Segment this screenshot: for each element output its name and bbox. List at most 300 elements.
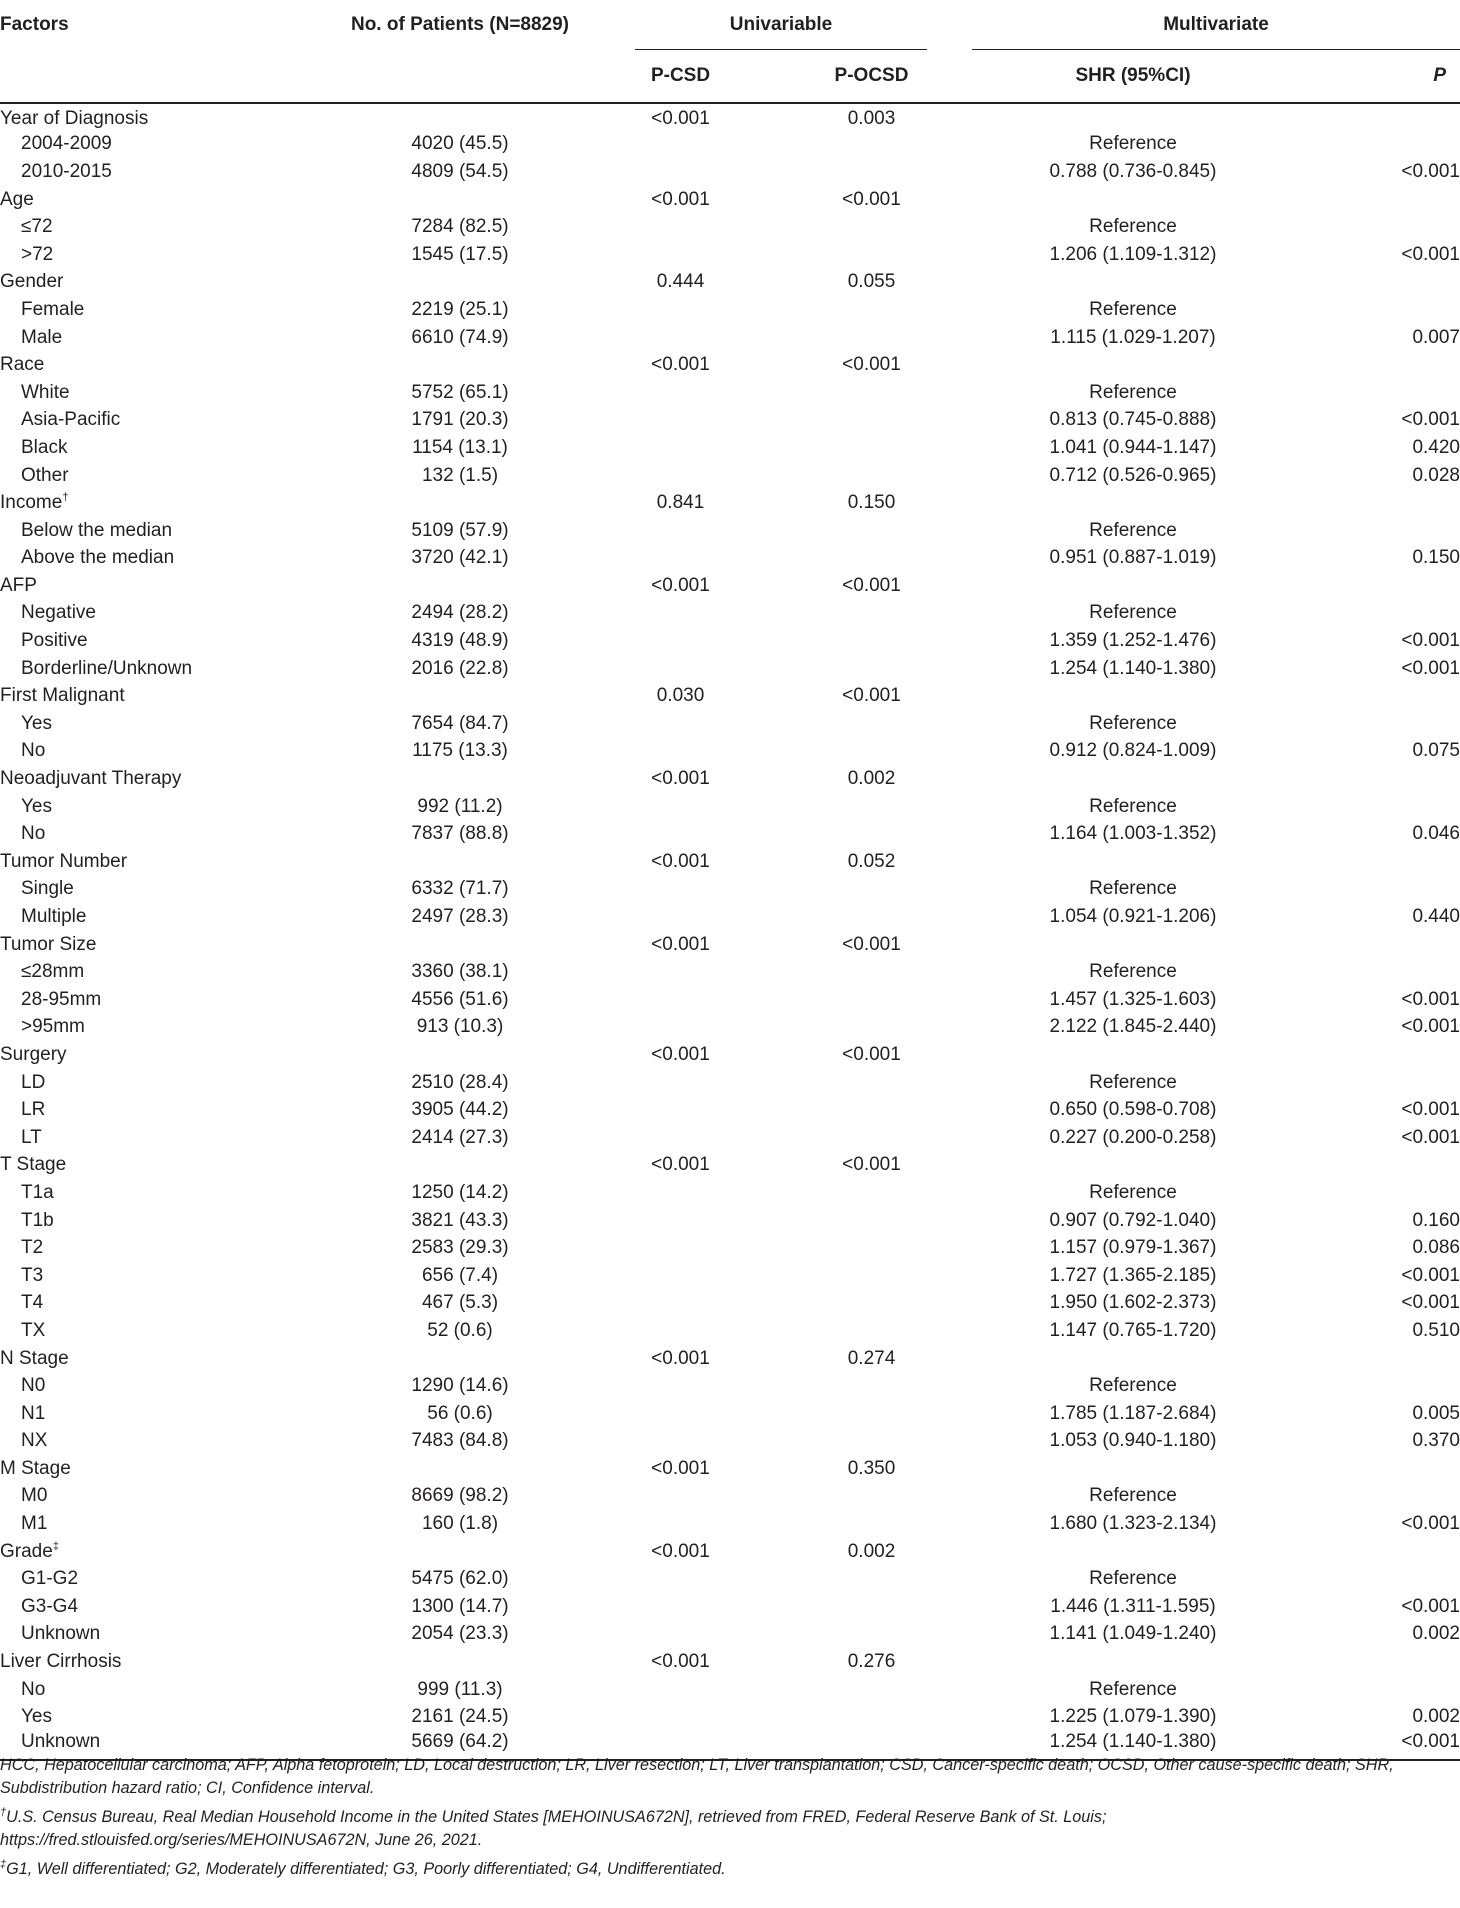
patients-cell-text: 5109 (57.9) — [411, 519, 509, 541]
p-csd-cell — [590, 269, 771, 297]
header-multivariate-label: Multivariate — [972, 0, 1460, 50]
p-csd-cell — [590, 1593, 771, 1621]
p-value-cell — [1294, 1207, 1460, 1235]
p-value-cell-text: <0.001 — [1401, 1513, 1460, 1535]
shr-cell-text: Reference — [1089, 961, 1177, 983]
shr-cell-text: 1.054 (0.921-1.206) — [1049, 906, 1217, 928]
factor-cell — [0, 103, 330, 131]
p-ocsd-cell-text: 0.274 — [847, 1347, 896, 1369]
factor-cell-text: N Stage — [0, 1347, 69, 1369]
p-ocsd-cell — [771, 1041, 972, 1069]
patients-cell — [330, 1703, 590, 1731]
patients-cell-text: 5752 (65.1) — [411, 381, 509, 403]
patients-cell — [330, 1593, 590, 1621]
p-ocsd-cell-text: 0.055 — [847, 271, 896, 293]
patients-cell-text: 5475 (62.0) — [411, 1568, 509, 1590]
p-ocsd-cell — [771, 655, 972, 683]
p-ocsd-cell — [771, 269, 972, 297]
factor-cell-text: T4 — [21, 1292, 44, 1314]
table-row — [0, 1703, 1460, 1731]
patients-cell-text: 1250 (14.2) — [411, 1181, 509, 1203]
table-row — [0, 1565, 1460, 1593]
p-value-cell — [1294, 931, 1460, 959]
factor-cell-text: Unknown — [21, 1623, 101, 1645]
p-ocsd-cell — [771, 296, 972, 324]
patients-cell — [330, 848, 590, 876]
patients-cell — [330, 296, 590, 324]
category-row — [0, 1345, 1460, 1373]
p-ocsd-cell — [771, 1510, 972, 1538]
shr-cell — [972, 1483, 1294, 1511]
p-csd-cell — [590, 876, 771, 904]
p-value-cell — [1294, 269, 1460, 297]
p-csd-cell-text: <0.001 — [651, 1457, 710, 1479]
patients-cell-text: 8669 (98.2) — [411, 1485, 509, 1507]
p-value-cell — [1294, 848, 1460, 876]
p-value-cell-text: 0.420 — [1412, 436, 1460, 458]
shr-cell — [972, 213, 1294, 241]
patients-cell-text: 2219 (25.1) — [411, 298, 509, 320]
shr-cell-text: Reference — [1089, 381, 1177, 403]
p-csd-cell — [590, 1428, 771, 1456]
patients-cell-text: 4556 (51.6) — [411, 988, 509, 1010]
patients-cell — [330, 131, 590, 159]
table-row — [0, 1676, 1460, 1704]
shr-cell — [972, 296, 1294, 324]
factor-cell — [0, 1069, 330, 1097]
patients-cell — [330, 241, 590, 269]
shr-cell-text: 1.727 (1.365-2.185) — [1049, 1264, 1217, 1286]
patients-cell — [330, 1648, 590, 1676]
shr-cell — [972, 517, 1294, 545]
patients-cell — [330, 213, 590, 241]
p-ocsd-cell — [771, 820, 972, 848]
shr-cell — [972, 1648, 1294, 1676]
shr-cell — [972, 765, 1294, 793]
factor-cell — [0, 1538, 330, 1566]
patients-cell — [330, 1041, 590, 1069]
p-value-cell — [1294, 1400, 1460, 1428]
shr-cell-text: Reference — [1089, 1568, 1177, 1590]
patients-cell — [330, 793, 590, 821]
p-ocsd-cell-text: 0.002 — [847, 1540, 896, 1562]
p-value-cell-text: <0.001 — [1401, 988, 1460, 1010]
factor-cell-text: Tumor Number — [0, 850, 128, 872]
factor-cell — [0, 1703, 330, 1731]
patients-cell — [330, 1152, 590, 1180]
p-csd-cell-text: 0.030 — [656, 685, 705, 707]
table-header — [0, 0, 1460, 103]
shr-cell — [972, 1179, 1294, 1207]
p-value-cell-text: <0.001 — [1401, 1099, 1460, 1121]
p-value-cell — [1294, 600, 1460, 628]
p-csd-cell — [590, 820, 771, 848]
shr-cell-text: 1.053 (0.940-1.180) — [1049, 1430, 1217, 1452]
factor-cell-text: LD — [21, 1071, 46, 1093]
p-ocsd-cell — [771, 1372, 972, 1400]
factor-cell — [0, 1593, 330, 1621]
factor-cell — [0, 1648, 330, 1676]
shr-cell-text: 1.680 (1.323-2.134) — [1049, 1513, 1217, 1535]
p-value-cell — [1294, 793, 1460, 821]
shr-cell-text: 1.157 (0.979-1.367) — [1049, 1237, 1217, 1259]
factor-cell-text: ≤72 — [21, 216, 53, 238]
patients-cell-text: 1154 (13.1) — [412, 436, 508, 458]
p-ocsd-cell — [771, 1538, 972, 1566]
patients-cell — [330, 186, 590, 214]
factor-cell — [0, 1483, 330, 1511]
shr-cell-text: 0.951 (0.887-1.019) — [1049, 547, 1217, 569]
factor-cell — [0, 462, 330, 490]
factor-cell-text: N1 — [21, 1402, 46, 1424]
factor-cell-text: First Malignant — [0, 685, 125, 707]
shr-cell — [972, 627, 1294, 655]
factor-cell — [0, 517, 330, 545]
p-ocsd-cell — [771, 958, 972, 986]
shr-cell — [972, 1096, 1294, 1124]
p-value-cell — [1294, 903, 1460, 931]
p-ocsd-cell — [771, 1290, 972, 1318]
patients-cell — [330, 1069, 590, 1097]
factor-cell-text: 2010-2015 — [21, 160, 112, 182]
p-ocsd-cell — [771, 793, 972, 821]
table-row — [0, 903, 1460, 931]
patients-cell-text: 56 (0.6) — [427, 1402, 493, 1424]
factor-cell-text: Gender — [0, 271, 64, 293]
shr-cell — [972, 710, 1294, 738]
shr-cell — [972, 1234, 1294, 1262]
patients-cell — [330, 351, 590, 379]
factor-cell — [0, 241, 330, 269]
factor-cell — [0, 1207, 330, 1235]
patients-cell-text: 2494 (28.2) — [411, 602, 509, 624]
factor-cell-text: NX — [21, 1430, 48, 1452]
patients-cell-text: 4809 (54.5) — [411, 160, 509, 182]
p-value-cell-text: <0.001 — [1401, 1731, 1460, 1753]
shr-cell — [972, 903, 1294, 931]
table-row — [0, 517, 1460, 545]
shr-cell-text: 0.813 (0.745-0.888) — [1049, 409, 1217, 431]
p-csd-cell — [590, 572, 771, 600]
patients-cell — [330, 1400, 590, 1428]
header-p: P — [1294, 50, 1460, 103]
patients-cell — [330, 1372, 590, 1400]
category-row — [0, 269, 1460, 297]
p-csd-cell — [590, 600, 771, 628]
category-row — [0, 765, 1460, 793]
factor-cell-text: AFP — [0, 574, 37, 596]
header-factors: Factors — [0, 14, 69, 35]
p-csd-cell — [590, 1124, 771, 1152]
patients-cell — [330, 710, 590, 738]
p-csd-cell — [590, 1152, 771, 1180]
factor-cell — [0, 1179, 330, 1207]
shr-cell — [972, 1290, 1294, 1318]
table-row — [0, 1428, 1460, 1456]
p-value-cell — [1294, 1676, 1460, 1704]
footnote-marker: ‡ — [52, 1540, 59, 1553]
shr-cell — [972, 1538, 1294, 1566]
patients-cell — [330, 1207, 590, 1235]
p-csd-cell — [590, 986, 771, 1014]
category-row — [0, 848, 1460, 876]
p-csd-cell — [590, 710, 771, 738]
patients-cell — [330, 1565, 590, 1593]
p-value-cell — [1294, 213, 1460, 241]
table-row — [0, 738, 1460, 766]
shr-cell-text: 1.457 (1.325-1.603) — [1049, 988, 1217, 1010]
patients-cell — [330, 158, 590, 186]
factor-cell — [0, 793, 330, 821]
p-ocsd-cell — [771, 1676, 972, 1704]
patients-cell — [330, 324, 590, 352]
factor-cell — [0, 903, 330, 931]
p-ocsd-cell — [771, 434, 972, 462]
p-value-cell — [1294, 158, 1460, 186]
shr-cell — [972, 572, 1294, 600]
factor-cell — [0, 1096, 330, 1124]
p-value-cell — [1294, 489, 1460, 517]
p-csd-cell — [590, 545, 771, 573]
table-row — [0, 1234, 1460, 1262]
factor-cell — [0, 710, 330, 738]
p-ocsd-cell — [771, 1069, 972, 1097]
table-row — [0, 296, 1460, 324]
patients-cell — [330, 958, 590, 986]
p-value-cell-text: 0.370 — [1412, 1430, 1460, 1452]
factor-cell-text: Grade — [0, 1540, 53, 1562]
p-value-cell — [1294, 1648, 1460, 1676]
shr-cell — [972, 1124, 1294, 1152]
p-value-cell — [1294, 1703, 1460, 1731]
p-value-cell — [1294, 1593, 1460, 1621]
factor-cell — [0, 213, 330, 241]
p-ocsd-cell — [771, 710, 972, 738]
table-row — [0, 379, 1460, 407]
p-csd-cell — [590, 1372, 771, 1400]
shr-cell — [972, 407, 1294, 435]
factor-cell-text: T3 — [21, 1264, 44, 1286]
patients-cell-text: 2016 (22.8) — [411, 657, 509, 679]
p-value-cell — [1294, 958, 1460, 986]
p-csd-cell-text: <0.001 — [651, 1540, 710, 1562]
factor-cell — [0, 1455, 330, 1483]
p-csd-cell — [590, 1538, 771, 1566]
shr-cell — [972, 324, 1294, 352]
patients-cell-text: 7654 (84.7) — [411, 712, 509, 734]
p-ocsd-cell — [771, 572, 972, 600]
p-csd-cell — [590, 682, 771, 710]
p-csd-cell — [590, 793, 771, 821]
p-ocsd-cell — [771, 1152, 972, 1180]
p-csd-cell — [590, 131, 771, 159]
p-value-cell — [1294, 1455, 1460, 1483]
factor-cell-text: Neoadjuvant Therapy — [0, 768, 182, 790]
factor-cell — [0, 379, 330, 407]
p-ocsd-cell — [771, 462, 972, 490]
table-row — [0, 1096, 1460, 1124]
patients-cell — [330, 1179, 590, 1207]
p-value-cell — [1294, 1014, 1460, 1042]
table-row — [0, 1207, 1460, 1235]
factor-cell — [0, 600, 330, 628]
p-csd-cell — [590, 1290, 771, 1318]
patients-cell — [330, 1317, 590, 1345]
shr-cell — [972, 241, 1294, 269]
shr-cell-text: 1.359 (1.252-1.476) — [1049, 630, 1217, 652]
p-value-cell — [1294, 738, 1460, 766]
p-csd-cell — [590, 158, 771, 186]
factor-cell-text: 2004-2009 — [21, 133, 112, 155]
p-csd-cell-text: <0.001 — [651, 354, 710, 376]
footnote-marker: † — [62, 491, 69, 504]
factor-cell — [0, 1510, 330, 1538]
shr-cell-text: 0.712 (0.526-0.965) — [1049, 464, 1217, 486]
factor-cell-text: No — [21, 823, 46, 845]
p-ocsd-cell — [771, 351, 972, 379]
p-csd-cell — [590, 655, 771, 683]
factor-cell-text: 28-95mm — [21, 988, 102, 1010]
p-ocsd-cell — [771, 1565, 972, 1593]
shr-cell-text: 1.164 (1.003-1.352) — [1049, 823, 1217, 845]
p-value-cell — [1294, 407, 1460, 435]
p-value-cell — [1294, 682, 1460, 710]
p-ocsd-cell-text: <0.001 — [842, 933, 901, 955]
table-row — [0, 1262, 1460, 1290]
shr-cell-text: 1.225 (1.079-1.390) — [1049, 1706, 1217, 1728]
factor-cell-text: Other — [21, 464, 69, 486]
patients-cell — [330, 765, 590, 793]
factor-cell-text: T1a — [21, 1181, 54, 1203]
patients-cell-text: 7837 (88.8) — [411, 823, 509, 845]
header-multivariate — [972, 0, 1460, 50]
patients-cell — [330, 269, 590, 297]
p-value-cell-text: 0.075 — [1412, 740, 1460, 762]
patients-cell-text: 132 (1.5) — [421, 464, 499, 486]
p-ocsd-cell — [771, 1096, 972, 1124]
factor-cell — [0, 1345, 330, 1373]
patients-cell — [330, 1290, 590, 1318]
factor-cell — [0, 1262, 330, 1290]
shr-cell — [972, 793, 1294, 821]
patients-cell-text: 4020 (45.5) — [411, 133, 509, 155]
p-value-cell — [1294, 627, 1460, 655]
p-value-cell-text: <0.001 — [1401, 1595, 1460, 1617]
p-value-cell — [1294, 1152, 1460, 1180]
shr-cell — [972, 131, 1294, 159]
category-row — [0, 931, 1460, 959]
header-univariable — [590, 0, 972, 50]
p-csd-cell — [590, 1703, 771, 1731]
patients-cell-text: 467 (5.3) — [421, 1292, 499, 1314]
p-csd-cell — [590, 434, 771, 462]
shr-cell — [972, 931, 1294, 959]
patients-cell-text: 1290 (14.6) — [411, 1375, 509, 1397]
factor-cell — [0, 931, 330, 959]
table-row — [0, 434, 1460, 462]
factor-cell — [0, 1372, 330, 1400]
table-row — [0, 876, 1460, 904]
factor-cell-text: Yes — [21, 795, 52, 817]
shr-cell-text: Reference — [1089, 1375, 1177, 1397]
table-row — [0, 1124, 1460, 1152]
category-row — [0, 572, 1460, 600]
category-row — [0, 682, 1460, 710]
shr-cell — [972, 986, 1294, 1014]
shr-cell-text: Reference — [1089, 519, 1177, 541]
p-csd-cell — [590, 1041, 771, 1069]
header-p-csd: P-CSD — [590, 50, 771, 103]
p-ocsd-cell-text: <0.001 — [842, 1154, 901, 1176]
category-row — [0, 489, 1460, 517]
header-blank-1 — [0, 50, 330, 103]
shr-cell-text: Reference — [1089, 133, 1177, 155]
p-ocsd-cell — [771, 489, 972, 517]
p-csd-cell — [590, 407, 771, 435]
p-value-cell-text: 0.086 — [1412, 1237, 1460, 1259]
shr-cell — [972, 1676, 1294, 1704]
p-csd-cell — [590, 462, 771, 490]
factor-cell — [0, 655, 330, 683]
patients-cell-text: 4319 (48.9) — [411, 630, 509, 652]
p-csd-cell — [590, 213, 771, 241]
factor-cell — [0, 351, 330, 379]
shr-cell — [972, 1510, 1294, 1538]
category-row — [0, 1648, 1460, 1676]
p-csd-cell — [590, 1565, 771, 1593]
patients-cell-text: 2583 (29.3) — [411, 1237, 509, 1259]
p-value-cell-text: 0.007 — [1412, 326, 1460, 348]
category-row — [0, 1455, 1460, 1483]
shr-cell — [972, 489, 1294, 517]
shr-cell-text: 0.227 (0.200-0.258) — [1049, 1126, 1217, 1148]
factor-cell — [0, 682, 330, 710]
factor-cell — [0, 434, 330, 462]
factor-cell-text: Multiple — [21, 906, 87, 928]
patients-cell — [330, 820, 590, 848]
factor-cell-text: Liver Cirrhosis — [0, 1651, 122, 1673]
p-csd-cell — [590, 627, 771, 655]
shr-cell-text: 1.785 (1.187-2.684) — [1049, 1402, 1217, 1424]
table-row — [0, 1014, 1460, 1042]
patients-cell — [330, 517, 590, 545]
table-row — [0, 1621, 1460, 1649]
header-p-ocsd: P-OCSD — [771, 50, 972, 103]
header-shr: SHR (95%CI) — [972, 50, 1294, 103]
shr-cell — [972, 379, 1294, 407]
p-ocsd-cell — [771, 1621, 972, 1649]
p-value-cell — [1294, 103, 1460, 131]
p-ocsd-cell-text: 0.150 — [847, 492, 896, 514]
shr-cell-text: Reference — [1089, 1485, 1177, 1507]
patients-cell-text: 52 (0.6) — [427, 1319, 493, 1341]
shr-cell — [972, 462, 1294, 490]
factor-cell-text: Below the median — [21, 519, 173, 541]
p-value-cell-text: 0.005 — [1412, 1402, 1460, 1424]
table-row — [0, 1510, 1460, 1538]
table-row — [0, 545, 1460, 573]
p-ocsd-cell-text: <0.001 — [842, 354, 901, 376]
patients-cell — [330, 1483, 590, 1511]
table-row — [0, 158, 1460, 186]
patients-cell-text: 7284 (82.5) — [411, 216, 509, 238]
factor-cell-text: Yes — [21, 1706, 52, 1728]
factor-cell — [0, 1428, 330, 1456]
factor-cell — [0, 765, 330, 793]
shr-cell-text: 0.788 (0.736-0.845) — [1049, 160, 1217, 182]
shr-cell-text: Reference — [1089, 1678, 1177, 1700]
factor-cell-text: No — [21, 1678, 46, 1700]
